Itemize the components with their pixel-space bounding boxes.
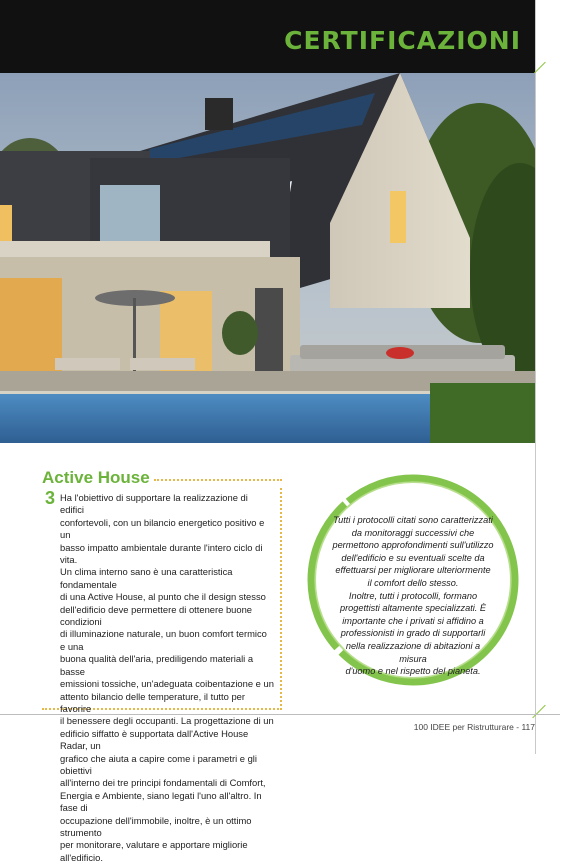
- dotted-rule: [154, 479, 282, 481]
- body-line: Energia e Ambiente, siano legati l'uno all'altro. In fase di: [60, 789, 262, 814]
- body-line: il benessere degli occupanti. La progettazione di un: [60, 715, 274, 727]
- body-line: Un clima interno sano è una caratteristica fondamentale: [60, 566, 233, 590]
- quote-line: professionisti in grado di supportarli: [340, 628, 486, 639]
- page-title: CERTIFICAZIONI: [284, 26, 521, 55]
- section-body: [60, 492, 274, 864]
- section-title: Active House: [42, 468, 150, 487]
- body-line: Ha l'obiettivo di supportare la realizzazione di edifici: [60, 492, 248, 516]
- body-line: attento bilancio delle temperature, il tutto per favorire: [60, 690, 246, 714]
- body-line: occupazione dell'immobile, inoltre, è un ottimo strumento: [60, 814, 252, 838]
- body-line: per monitorare, valutare e apportare migliorie all'edificio.: [60, 839, 248, 863]
- house-photo: [0, 73, 535, 443]
- quote-line: da monitoraggi successivi che: [351, 527, 475, 538]
- trim-line: [535, 0, 536, 754]
- quote-text: [331, 514, 495, 678]
- body-line: grafico che aiuta a capire come i parametri e gli obiettivi: [60, 752, 257, 776]
- quote-line: effettuarsi per migliorare ulteriormente: [335, 565, 491, 576]
- body-line: all'interno dei tre principi fondamentali di Comfort,: [60, 777, 266, 789]
- quote-line: Inoltre, tutti i protocolli, formano: [348, 590, 478, 601]
- body-line: di una Active House, al punto che il design stesso: [60, 591, 266, 603]
- section-number: 3: [45, 488, 56, 508]
- page-footer: 100 IDEE per Ristrutturare - 117: [413, 722, 535, 732]
- section-title-row: [42, 468, 282, 488]
- body-line: confortevoli, con un bilancio energetico positivo e un: [60, 516, 265, 541]
- quote-line: permettono approfondimenti sull'utilizzo: [332, 540, 494, 551]
- header-bar: [0, 0, 535, 73]
- quote-line: nella realizzazione di abitazioni a misura: [345, 640, 481, 664]
- body-line: edificio siffatto è supportata dall'Active House Radar, un: [60, 727, 249, 752]
- quote-line: importante che i privati si affidino a: [342, 615, 484, 626]
- footer-rule: [0, 714, 560, 715]
- body-line: di illuminazione naturale, un buon comfort termico e una: [60, 628, 267, 652]
- section-box: [42, 488, 282, 863]
- quote-line: dell'edificio e su eventuali scelte da: [341, 552, 485, 563]
- quote-line: il comfort dello stesso.: [367, 577, 459, 588]
- quote-line: d'uomo e nel rispetto del pianeta.: [345, 666, 481, 677]
- active-house-section: [42, 468, 282, 863]
- body-line: buona qualità dell'aria, prediligendo materiali a basse: [60, 653, 254, 677]
- quote-line: progettisti altamente specializzati. È: [339, 603, 487, 614]
- body-line: basso impatto ambientale durante l'intero ciclo di vita.: [60, 541, 263, 566]
- body-line: dell'edificio deve permettere di ottenere buone condizioni: [60, 603, 253, 628]
- quote-line: Tutti i protocolli citati sono caratterizzati: [333, 515, 493, 525]
- quote-circle: [303, 470, 523, 690]
- body-line: emissioni tossiche, un'adeguata coibentazione e un: [60, 678, 274, 690]
